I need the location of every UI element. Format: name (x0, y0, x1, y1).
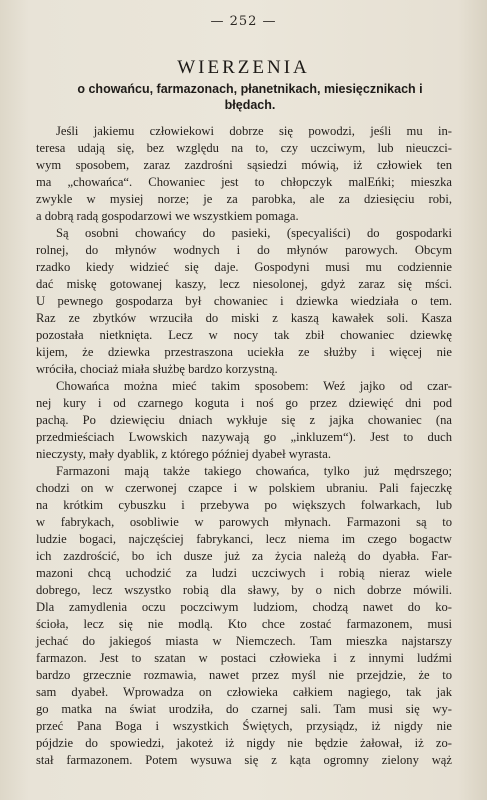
text-line: Są osobni chowańcy do pasieki, (specyaliści) do gospodarki (56, 226, 452, 240)
text-line: ludzie bogaci, najczęściej fabrykanci, lecz niema im czego bogactw (36, 532, 452, 546)
text-line: a dobrą radą gospodarzowi we wszystkiem pomaga. (36, 209, 299, 223)
text-line: rzadko kiedy widzieć się daje. Gospodyni musi mu codziennie (36, 260, 452, 274)
text-line: nieczysty, mały dyablik, z którego później dyabeł wyrasta. (36, 447, 332, 461)
text-line: Dla zamydlenia oczu poczciwym ludziom, chodzą nawet do ko- (36, 600, 452, 614)
text-line: ich zazdrościć, bo ich dusze już za życia należą do dyabła. Far- (36, 549, 452, 563)
text-line: jechać do jakiegoś miasta w Niemczech. Tam mieszka najstarszy (36, 634, 452, 648)
text-line: rolnej, do młynów wodnych i do młynów parowych. Obcym (36, 243, 452, 257)
text-line: w fabrykach, osobliwie w parowych młynach. Farmazoni są to (36, 515, 452, 529)
text-line: teresa udają się, bez względu na to, czy uczciwym, lub nieuczci- (36, 141, 452, 155)
text-line: przeć Pana Boga i wszystkich Świętych, przysiądz, iż nigdy nie (36, 719, 452, 733)
text-line: nej kury i od czarnego koguta i noś go przez dziewięć dni pod (36, 396, 452, 410)
text-line: bardzo grzecznie rozmawia, nawet przez myśl nie przejdzie, że to (36, 668, 452, 682)
text-line: go matka na świat urodziła, do czarnej sali. Tam musi się wy- (36, 702, 452, 716)
text-line: Jeśli jakiemu człowiekowi dobrze się powodzi, jeśli mu in- (56, 124, 452, 138)
text-line: stał farmazonem. Potem wysuwa się z kąta ogromny zielony wąż (36, 753, 452, 767)
text-line: Farmazoni mają także takiego chowańca, tylko już mędrszego; (56, 464, 452, 478)
text-line: zwykle w mysiej norze; je za parobka, ale za dziesięciu robi, (36, 192, 452, 206)
text-line: na krótkim cybuszku i przebywa po większych folwarkach, lub (36, 498, 452, 512)
text-line: przedmieściach Lwowskich nazywają go „inkluzem“). Jest to duch (36, 430, 452, 444)
text-line: Chowańca można mieć takim sposobem: Weź jajko od czar- (56, 379, 452, 393)
text-line: wym sposobem, zaraz zazdrośni sąsiedzi mówią, iż człowiek ten (36, 158, 452, 172)
page-number: — 252 — (210, 14, 277, 29)
text-line: U pewnego gospodarza był chowaniec i dziewka wiedziała o tem. (36, 294, 452, 308)
text-line: kijem, że dziewka przestraszona uciekła ze służby i więcej nie (36, 345, 452, 359)
text-line: Raz ze zbytków wrzuciła do miski z kaszą kawałek soli. Kasza (36, 311, 452, 325)
text-line: pachą. Po dziewięciu dniach wykłuje się z jajka chowaniec (na (36, 413, 452, 427)
text-line: dać miskę gotowanej kaszy, lecz niesolonej, gdyż zaraz się mści. (36, 277, 452, 291)
text-line: mazoni chcą uchodzić za ludzi uczciwych i robią nieraz wiele (36, 566, 452, 580)
text-line: sam dyabeł. Wprowadza on człowieka całkiem nagiego, tak jak (36, 685, 452, 699)
text-line: dobrego, lecz wszystko robią dla sławy, by o nich dobrze mówili. (36, 583, 452, 597)
text-line: ścioła, lecz się nie modlą. Kto chce zostać farmazonem, musi (36, 617, 452, 631)
text-line: farmazon. Jest to szatan w postaci człowieka i z innymi ludźmi (36, 651, 452, 665)
chapter-subtitle: o chowańcu, farmazonach, płanetnikach, miesięcznikach i błędach. (77, 82, 423, 112)
chapter-title: WIERZENIA (177, 57, 310, 78)
text-line: pozostała nietknięta. Lecz w nocy tak zbił chowaniec dziewkę (36, 328, 452, 342)
text-line: wróciła, chociaż miała służbę bardzo korzystną. (36, 362, 278, 376)
text-line: ma „chowańca“. Chowaniec jest to chłopczyk malEńki; mieszka (36, 175, 452, 189)
text-line: pójdzie do spowiedzi, jakoteż iż nigdy nie będzie żałował, iż zo- (36, 736, 452, 750)
body-text (36, 123, 452, 769)
text-line: chodzi on w czerwonej czapce i w polskiem ubraniu. Pali fajeczkę (36, 481, 452, 495)
